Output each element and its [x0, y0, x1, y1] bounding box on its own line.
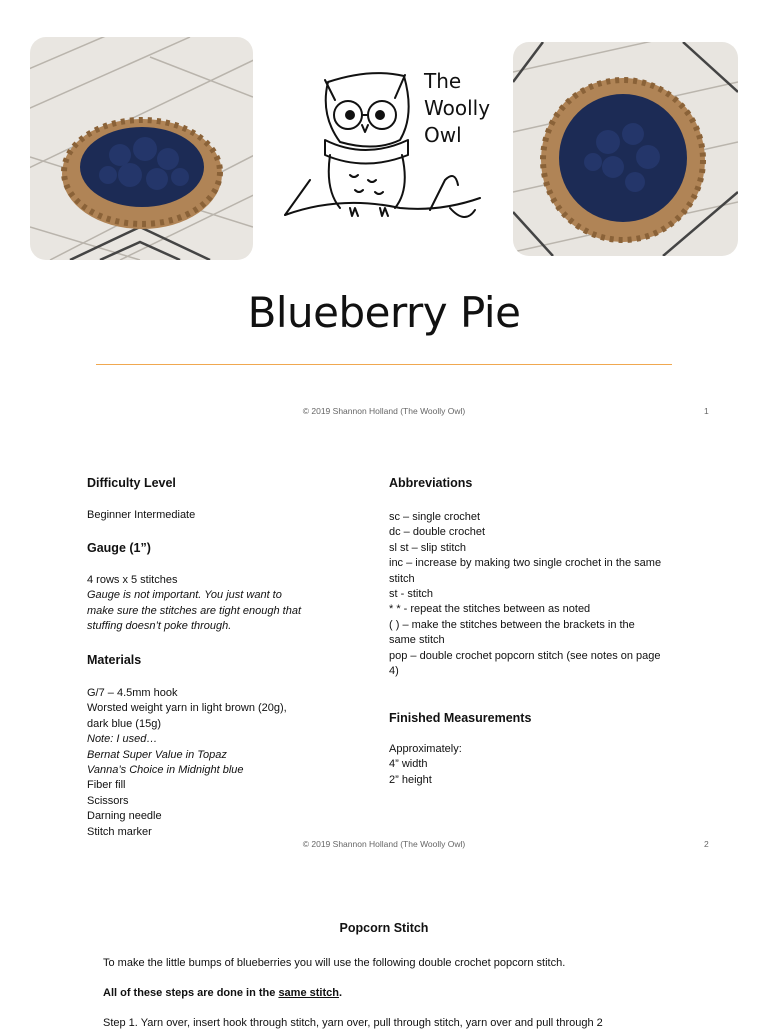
abbreviation-line: st - stitch — [389, 588, 434, 601]
materials-item: Vanna’s Choice in Midnight blue — [87, 764, 244, 777]
page1-number: 1 — [704, 406, 709, 416]
page2-number: 2 — [704, 839, 709, 849]
finished-heading: Finished Measurements — [389, 711, 532, 725]
pie-photo-left — [30, 37, 253, 260]
same-stitch-prefix: All of these steps are done in the — [103, 987, 279, 999]
materials-item: Scissors — [87, 794, 129, 807]
abbreviation-line: sl st – slip stitch — [389, 541, 467, 554]
gauge-note-line: Gauge is not important. You just want to — [87, 589, 282, 602]
popcorn-intro: To make the little bumps of blueberries you will use the following double crochet popcorn stitch. — [103, 957, 566, 969]
gauge-block — [87, 573, 301, 635]
materials-heading: Materials — [87, 653, 142, 667]
difficulty-text: Beginner Intermediate — [87, 509, 196, 521]
page-title: Blueberry Pie — [247, 288, 521, 337]
page2-footer: © 2019 Shannon Holland (The Woolly Owl) — [302, 839, 466, 849]
brand-line-1: The — [424, 69, 462, 93]
abbreviation-line: ( ) – make the stitches between the brackets in the — [389, 618, 635, 631]
abbreviation-line: sc – single crochet — [389, 511, 481, 523]
measurement-line: 4” width — [389, 758, 428, 771]
abbreviations-heading: Abbreviations — [389, 476, 473, 490]
abbreviation-line: dc – double crochet — [389, 526, 486, 539]
brand-line-2: Woolly — [424, 96, 491, 120]
gauge-text: 4 rows x 5 stitches — [87, 574, 178, 586]
materials-item: G/7 – 4.5mm hook — [87, 687, 178, 699]
materials-item: Fiber fill — [87, 779, 126, 792]
materials-item: Bernat Super Value in Topaz — [87, 748, 227, 761]
abbreviation-line: * * - repeat the stitches between as noted — [389, 603, 591, 616]
same-stitch-note — [103, 986, 342, 1001]
gauge-note-line: stuffing doesn’t poke through. — [87, 620, 232, 633]
difficulty-heading: Difficulty Level — [87, 476, 176, 490]
owl-logo — [280, 60, 490, 235]
materials-item: dark blue (15g) — [87, 717, 161, 730]
gauge-heading: Gauge (1”) — [87, 541, 151, 555]
pie-photo-right — [513, 42, 738, 256]
materials-item: Darning needle — [87, 810, 162, 823]
abbreviation-line: 4) — [389, 665, 399, 678]
abbreviation-line: stitch — [389, 572, 415, 585]
brand-line-3: Owl — [424, 123, 462, 147]
abbreviation-line: same stitch — [389, 634, 445, 647]
same-stitch-suffix: . — [338, 987, 343, 999]
materials-list — [87, 686, 287, 840]
gauge-note-line: make sure the stitches are tight enough that — [87, 604, 302, 617]
materials-item: Stitch marker — [87, 825, 152, 838]
materials-item: Worsted weight yarn in light brown (20g), — [87, 702, 287, 715]
abbreviation-line: inc – increase by making two single crochet in the same — [389, 557, 662, 570]
finished-list — [389, 742, 462, 788]
materials-item: Note: I used… — [87, 733, 158, 746]
brand-text — [424, 68, 490, 149]
popcorn-heading: Popcorn Stitch — [339, 921, 429, 935]
measurement-line: 2” height — [389, 773, 432, 786]
page1-footer: © 2019 Shannon Holland (The Woolly Owl) — [302, 406, 466, 416]
title-divider — [96, 364, 672, 365]
abbreviation-line: pop – double crochet popcorn stitch (see notes on page — [389, 649, 661, 662]
measurement-line: Approximately: — [389, 743, 462, 755]
abbreviations-list — [389, 510, 661, 679]
same-stitch-underlined: same stitch — [278, 987, 339, 999]
step-1-text: Step 1. Yarn over, insert hook through stitch, yarn over, pull through stitch, yarn over and pull through 2 — [103, 1017, 603, 1029]
